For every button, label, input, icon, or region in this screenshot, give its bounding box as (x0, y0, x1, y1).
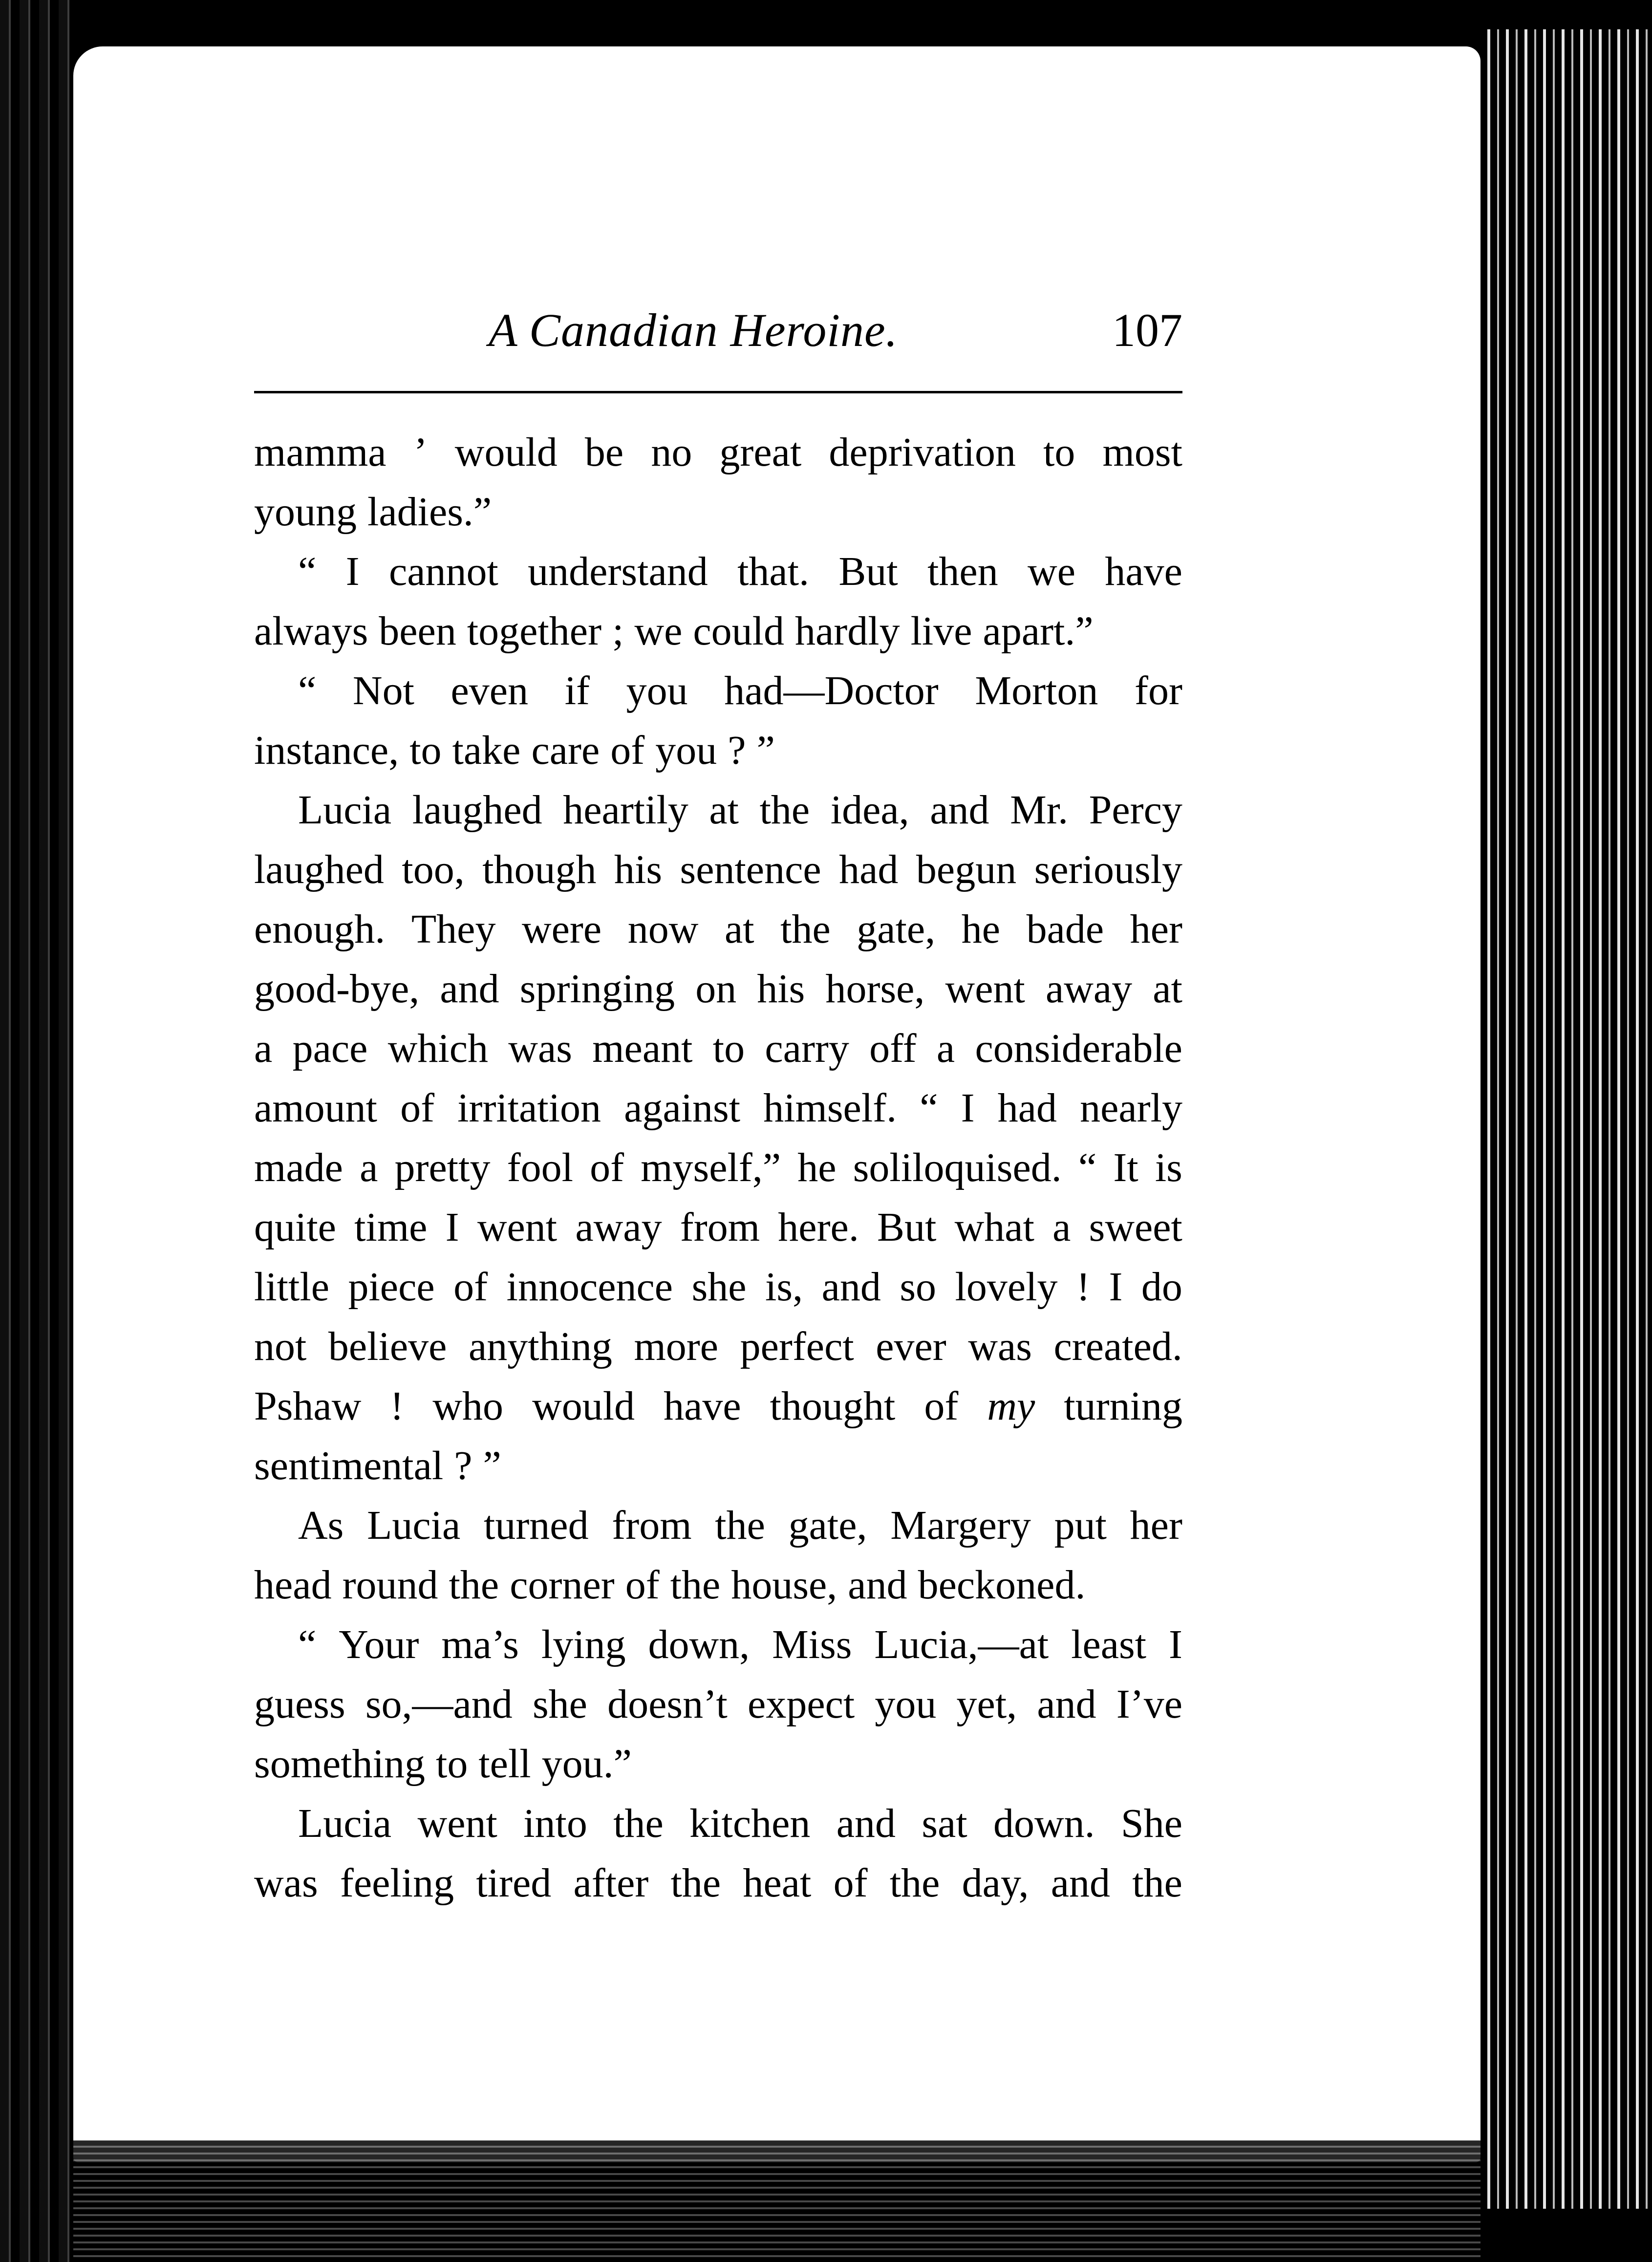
text-line: Lucia went into the kitchen and sat down. She (298, 1801, 1182, 1846)
text-line: always been together ; we could hardly live apart.” (254, 608, 1094, 654)
running-head (254, 303, 1182, 366)
text-line: was feeling tired after the heat of the day, and the (254, 1860, 1182, 1906)
text-line: head round the corner of the house, and beckoned. (254, 1562, 1086, 1608)
text-line: something to tell you.” (254, 1741, 632, 1787)
text-line: young ladies.” (254, 489, 492, 535)
book-page-edges-right (1480, 29, 1652, 2209)
text-line: “ I cannot understand that. But then we have (298, 549, 1182, 594)
text-line: Lucia laughed heartily at the idea, and Mr. Percy (298, 787, 1182, 833)
text-line: made a pretty fool of myself,” he soliloquised. “ It is (254, 1145, 1182, 1190)
text-line: amount of irritation against himself. “ I had nearly (254, 1085, 1182, 1131)
book-gutter-left (0, 0, 73, 2262)
text-line: guess so,—and she doesn’t expect you yet, and I’ve (254, 1681, 1182, 1727)
text-line: instance, to take care of you ? ” (254, 728, 775, 773)
text-line: little piece of innocence she is, and so lovely ! I do (254, 1264, 1182, 1310)
text-line: “ Not even if you had—Doctor Morton for (298, 668, 1182, 713)
text-line: laughed too, though his sentence had begun seriously (254, 847, 1182, 892)
text-line: a pace which was meant to carry off a considerable (254, 1026, 1182, 1071)
text-line: not believe anything more perfect ever was created. (254, 1324, 1182, 1369)
body-text (254, 423, 1182, 1913)
text-line: “ Your ma’s lying down, Miss Lucia,—at least I (298, 1622, 1182, 1667)
text-line: mamma ’ would be no great deprivation to most (254, 430, 1182, 475)
text-line: enough. They were now at the gate, he bade her (254, 906, 1182, 952)
text-line: quite time I went away from here. But what a sweet (254, 1205, 1182, 1250)
text-line: As Lucia turned from the gate, Margery put her (298, 1503, 1182, 1548)
text-line: good-bye, and springing on his horse, went away at (254, 966, 1182, 1012)
header-rule (254, 391, 1182, 393)
text-line: Pshaw ! who would have thought of my turning (254, 1383, 1182, 1429)
page-number: 107 (1112, 304, 1182, 356)
text-line: sentimental ? ” (254, 1443, 501, 1488)
running-head-title: A Canadian Heroine. (489, 304, 898, 356)
book-page-edge-bottom (73, 2140, 1480, 2262)
